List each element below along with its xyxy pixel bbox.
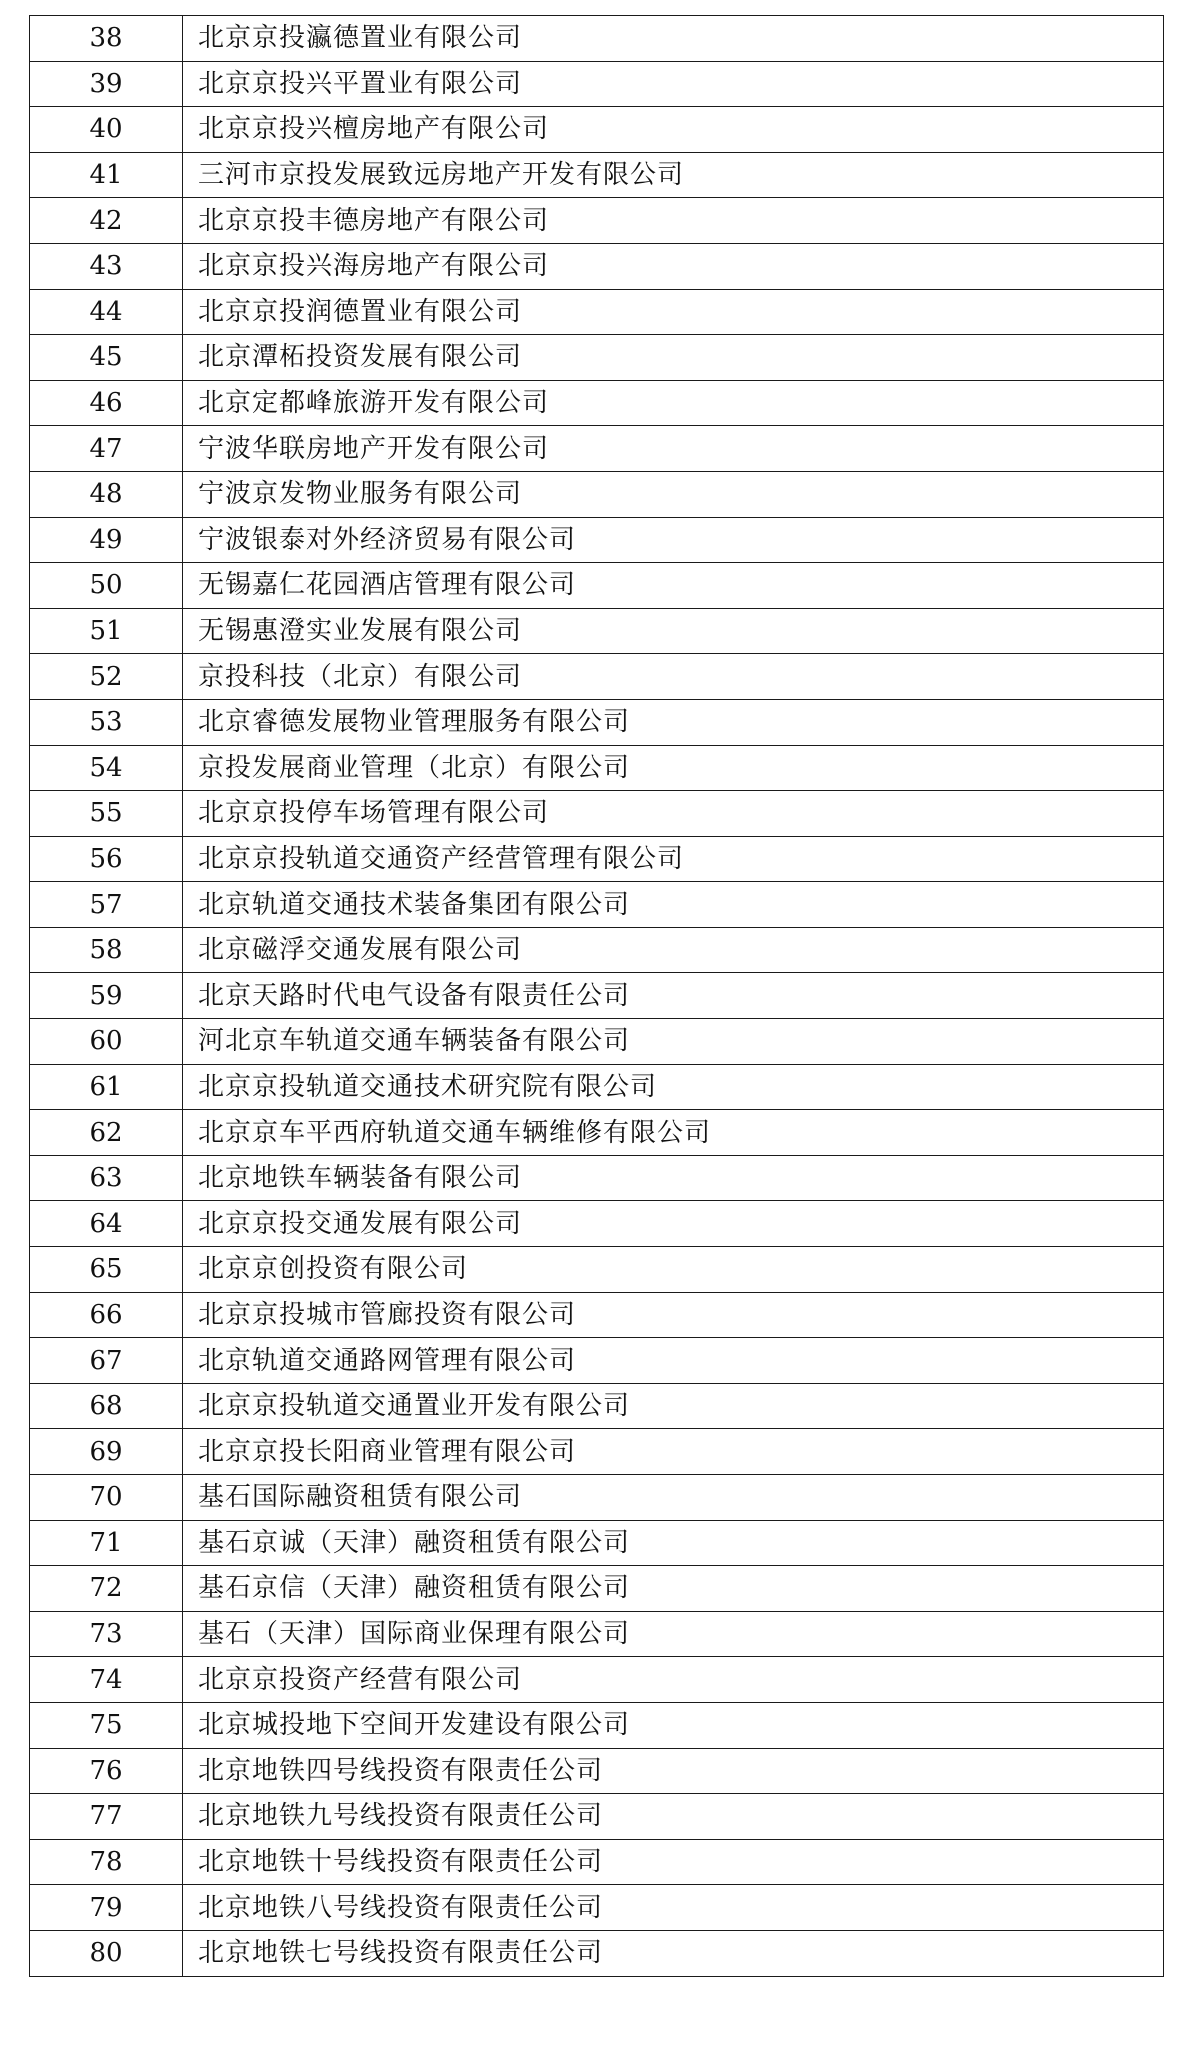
company-name: 北京京投轨道交通技术研究院有限公司 [183,1064,1164,1110]
company-name: 北京京投轨道交通资产经营管理有限公司 [183,836,1164,882]
row-number: 42 [30,198,183,244]
table-row [30,791,1164,837]
company-name: 北京京投轨道交通置业开发有限公司 [183,1383,1164,1429]
table-row [30,608,1164,654]
row-number: 61 [30,1064,183,1110]
table-row [30,1657,1164,1703]
row-number: 44 [30,289,183,335]
table-row [30,16,1164,62]
row-number: 78 [30,1839,183,1885]
row-number: 52 [30,654,183,700]
table-row [30,882,1164,928]
table-row [30,1064,1164,1110]
table-row [30,1885,1164,1931]
company-name: 三河市京投发展致远房地产开发有限公司 [183,152,1164,198]
row-number: 58 [30,927,183,973]
row-number: 59 [30,973,183,1019]
row-number: 47 [30,426,183,472]
row-number: 62 [30,1110,183,1156]
row-number: 69 [30,1429,183,1475]
company-name: 北京地铁十号线投资有限责任公司 [183,1839,1164,1885]
company-name: 无锡惠澄实业发展有限公司 [183,608,1164,654]
row-number: 70 [30,1475,183,1521]
row-number: 80 [30,1930,183,1976]
company-name: 北京京投丰德房地产有限公司 [183,198,1164,244]
row-number: 55 [30,791,183,837]
row-number: 50 [30,563,183,609]
table-row [30,1383,1164,1429]
table-row [30,517,1164,563]
table-row [30,1019,1164,1065]
table-body [30,16,1164,1977]
row-number: 66 [30,1292,183,1338]
company-name: 基石国际融资租赁有限公司 [183,1475,1164,1521]
table-row [30,1155,1164,1201]
row-number: 76 [30,1748,183,1794]
row-number: 77 [30,1794,183,1840]
company-name: 北京地铁九号线投资有限责任公司 [183,1794,1164,1840]
table-row [30,1247,1164,1293]
table-row [30,745,1164,791]
row-number: 49 [30,517,183,563]
table-row [30,243,1164,289]
table-row [30,380,1164,426]
row-number: 54 [30,745,183,791]
row-number: 38 [30,16,183,62]
table-row [30,1429,1164,1475]
table-row [30,563,1164,609]
row-number: 48 [30,471,183,517]
company-name: 北京京投瀛德置业有限公司 [183,16,1164,62]
table-row [30,973,1164,1019]
table-row [30,107,1164,153]
table-row [30,1338,1164,1384]
row-number: 63 [30,1155,183,1201]
row-number: 71 [30,1520,183,1566]
row-number: 73 [30,1611,183,1657]
table-row [30,1475,1164,1521]
company-name: 北京京投兴檀房地产有限公司 [183,107,1164,153]
company-name: 北京潭柘投资发展有限公司 [183,335,1164,381]
table-row [30,1201,1164,1247]
table-row [30,1748,1164,1794]
company-name: 北京睿德发展物业管理服务有限公司 [183,699,1164,745]
table-row [30,1566,1164,1612]
row-number: 68 [30,1383,183,1429]
company-name: 基石京信（天津）融资租赁有限公司 [183,1566,1164,1612]
row-number: 56 [30,836,183,882]
row-number: 72 [30,1566,183,1612]
table-row [30,1292,1164,1338]
company-name: 北京轨道交通技术装备集团有限公司 [183,882,1164,928]
row-number: 40 [30,107,183,153]
company-name: 北京定都峰旅游开发有限公司 [183,380,1164,426]
company-name: 北京京投长阳商业管理有限公司 [183,1429,1164,1475]
company-name: 北京京车平西府轨道交通车辆维修有限公司 [183,1110,1164,1156]
company-name: 北京京投润德置业有限公司 [183,289,1164,335]
table-row [30,1110,1164,1156]
row-number: 64 [30,1201,183,1247]
company-name: 京投发展商业管理（北京）有限公司 [183,745,1164,791]
row-number: 51 [30,608,183,654]
company-name: 河北京车轨道交通车辆装备有限公司 [183,1019,1164,1065]
row-number: 74 [30,1657,183,1703]
company-name: 宁波华联房地产开发有限公司 [183,426,1164,472]
table-row [30,1611,1164,1657]
company-name: 北京京创投资有限公司 [183,1247,1164,1293]
company-name: 宁波京发物业服务有限公司 [183,471,1164,517]
company-name: 北京轨道交通路网管理有限公司 [183,1338,1164,1384]
table-row [30,152,1164,198]
table-row [30,927,1164,973]
row-number: 57 [30,882,183,928]
company-name: 北京地铁八号线投资有限责任公司 [183,1885,1164,1931]
company-list-table [29,15,1164,1977]
table-row [30,1839,1164,1885]
company-name: 基石（天津）国际商业保理有限公司 [183,1611,1164,1657]
table-row [30,654,1164,700]
company-name: 北京天路时代电气设备有限责任公司 [183,973,1164,1019]
company-name: 北京地铁七号线投资有限责任公司 [183,1930,1164,1976]
company-name: 北京京投资产经营有限公司 [183,1657,1164,1703]
company-name: 宁波银泰对外经济贸易有限公司 [183,517,1164,563]
company-name: 北京磁浮交通发展有限公司 [183,927,1164,973]
table-row [30,335,1164,381]
row-number: 41 [30,152,183,198]
table-row [30,426,1164,472]
table-row [30,61,1164,107]
row-number: 46 [30,380,183,426]
table-row [30,289,1164,335]
company-name: 北京地铁车辆装备有限公司 [183,1155,1164,1201]
table-row [30,198,1164,244]
row-number: 65 [30,1247,183,1293]
row-number: 39 [30,61,183,107]
row-number: 43 [30,243,183,289]
company-name: 北京京投兴海房地产有限公司 [183,243,1164,289]
table-row [30,1702,1164,1748]
row-number: 79 [30,1885,183,1931]
row-number: 60 [30,1019,183,1065]
company-name: 北京地铁四号线投资有限责任公司 [183,1748,1164,1794]
table-row [30,1794,1164,1840]
row-number: 75 [30,1702,183,1748]
table-row [30,471,1164,517]
table-row [30,1520,1164,1566]
company-name: 北京京投交通发展有限公司 [183,1201,1164,1247]
row-number: 45 [30,335,183,381]
row-number: 53 [30,699,183,745]
company-name: 北京京投城市管廊投资有限公司 [183,1292,1164,1338]
company-name: 无锡嘉仁花园酒店管理有限公司 [183,563,1164,609]
table-row [30,699,1164,745]
company-name: 京投科技（北京）有限公司 [183,654,1164,700]
row-number: 67 [30,1338,183,1384]
company-name: 北京京投停车场管理有限公司 [183,791,1164,837]
table-row [30,836,1164,882]
company-name: 基石京诚（天津）融资租赁有限公司 [183,1520,1164,1566]
table-row [30,1930,1164,1976]
company-name: 北京城投地下空间开发建设有限公司 [183,1702,1164,1748]
company-name: 北京京投兴平置业有限公司 [183,61,1164,107]
